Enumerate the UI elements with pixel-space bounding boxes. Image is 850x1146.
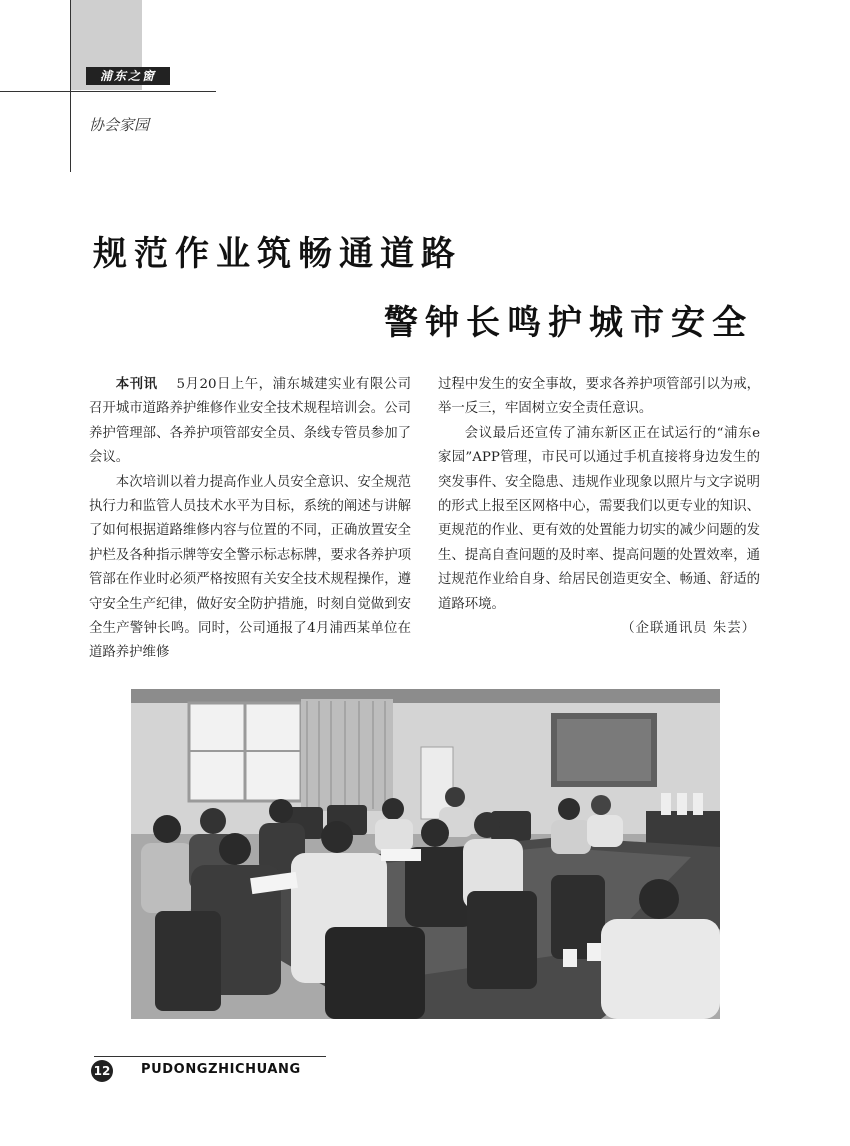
article-column-left xyxy=(89,373,411,666)
article-paragraph-text: 5月20日上午，浦东城建实业有限公司召开城市道路养护维修作业安全技术规程培训会。公司养护管理部、各养护项管部安全员、条线专管员参加了会议。 xyxy=(89,377,412,466)
footer-rule xyxy=(94,1056,326,1057)
headline-line-1: 规范作业筑畅通道路 xyxy=(93,234,462,274)
meeting-photo xyxy=(131,689,720,1019)
article-paragraph: 过程中发生的安全事故，要求各养护项管部引以为戒，举一反三，牢固树立安全责任意识。 xyxy=(438,377,760,417)
article-lead: 本刊讯 xyxy=(115,377,158,392)
magazine-name: PUDONGZHICHUANG xyxy=(141,1062,301,1077)
article-column-right xyxy=(438,373,760,641)
header-vertical-rule xyxy=(70,0,71,172)
article-paragraph: 会议最后还宣传了浦东新区正在试运行的“浦东e家园”APP管理，市民可以通过手机直接将身边发生的突发事件、安全隐患、违规作业现象以照片与文字说明的形式上报至区网格中心，需要我们以更专业的知识、更规范的作业、更有效的处置能力切实的减少问题的发生、提高自查问题的及时率、提高问题的处置效率，通过规范作业给自身、给居民创造更安全、畅通、舒适的道路环境。 xyxy=(438,425,760,612)
headline-line-2: 警钟长鸣护城市安全 xyxy=(384,303,753,343)
meeting-photo-image xyxy=(131,689,720,1019)
article-paragraph: 本次培训以着力提高作业人员安全意识、安全规范执行力和监管人员技术水平为目标，系统的阐述与讲解了如何根据道路维修内容与位置的不同，正确放置安全护栏及各种指示牌等安全警示标志标牌，要求各养护项管部在作业时必须严格按照有关安全技术规程操作，遵守安全生产纪律，做好安全防护措施，时刻自觉做到安全生产警钟长鸣。同时，公司通报了4月浦西某单位在道路养护维修 xyxy=(89,474,411,661)
magazine-logo: 浦东之窗 xyxy=(86,67,170,85)
section-label: 协会家园 xyxy=(89,116,150,134)
article-paragraph xyxy=(89,373,411,471)
page-number: 12 xyxy=(91,1060,113,1082)
article-signature: （企联通讯员 朱芸） xyxy=(621,621,756,637)
header-horizontal-rule xyxy=(0,91,216,92)
